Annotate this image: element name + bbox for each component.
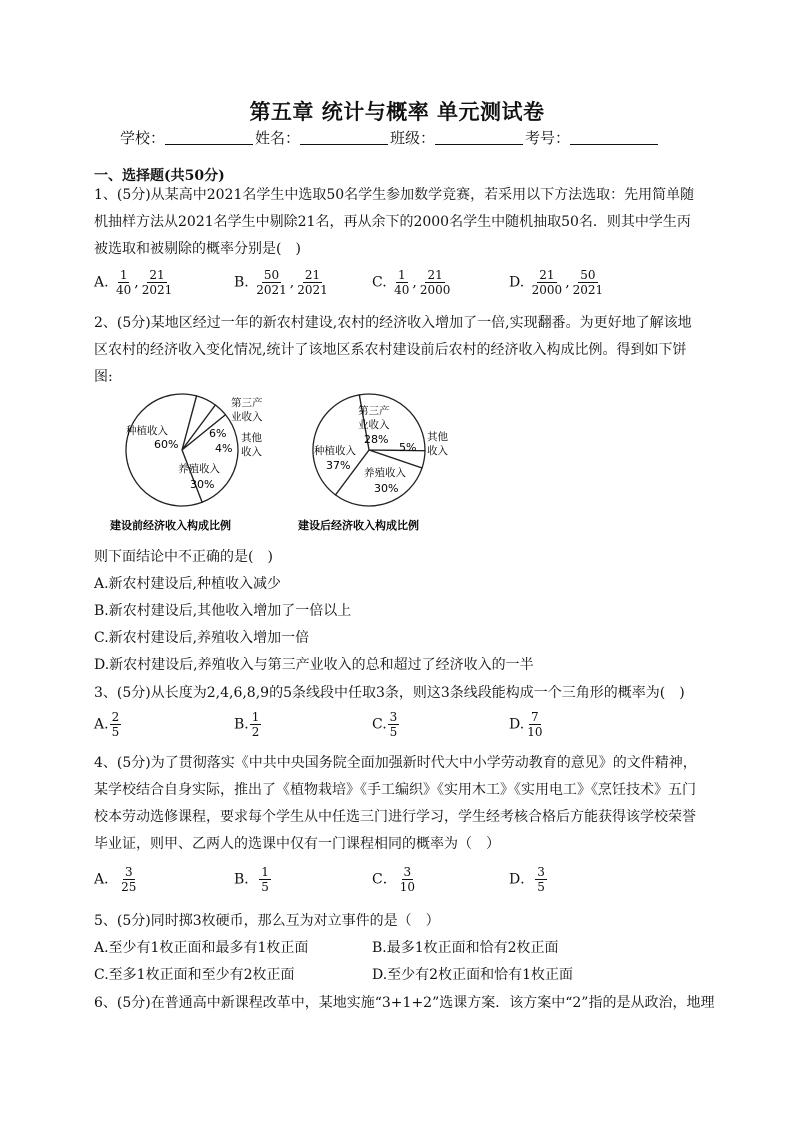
q2-option-c[interactable]: C.新农村建设后,养殖收入增加一倍 <box>94 630 310 646</box>
fraction: $\frac{1}{2}$ <box>251 710 260 739</box>
pie1-label-other-1: 其他 <box>241 432 262 444</box>
pie1-label-other-2: 收入 <box>241 446 262 458</box>
fraction: $\frac{3}{5}$ <box>389 710 398 739</box>
fraction: $\frac{3}{5}$ <box>537 865 545 894</box>
question-2-text: 2、(5分)某地区经过一年的新农村建设,农村的经济收入增加了一倍,实现翻番。为更好地了解该地区农村的经济收入变化情况,统计了该地区系农村建设前后农村的经济收入构成比例。得到如下饼图: <box>94 315 692 385</box>
pie-charts-figure <box>96 390 476 540</box>
fraction: $\frac{2}{5}$ <box>111 710 120 739</box>
question-4-options <box>94 865 700 901</box>
q4-option-d[interactable]: D． $\frac{3}{5}$ <box>509 865 545 894</box>
pie2-title: 建设后经济收入构成比例 <box>298 519 419 532</box>
q3-option-d[interactable]: D. $\frac{7}{10}$ <box>509 710 543 739</box>
pie2-value-other: 5% <box>399 441 417 454</box>
exam-no-label: 考号： <box>525 129 571 147</box>
pie2-label-crop: 种植收入 <box>314 445 356 457</box>
name-label: 姓名： <box>255 129 301 147</box>
pie1-label-crop: 种植收入 <box>126 425 168 437</box>
question-2-prompt: 则下面结论中不正确的是( ) <box>94 549 273 565</box>
q1-option-b[interactable]: B. $\frac{50}{2021}$ , $\frac{21}{2021}$ <box>234 268 328 297</box>
q3-option-c[interactable]: C. $\frac{3}{5}$ <box>372 710 398 739</box>
school-label: 学校： <box>120 129 166 147</box>
school-blank[interactable] <box>165 130 253 145</box>
pie2-value-livestock: 30% <box>374 482 399 495</box>
fraction: $\frac{1}{40}$ <box>394 268 410 297</box>
q1-option-d[interactable]: D. $\frac{21}{2000}$ , $\frac{50}{2021}$ <box>509 268 604 297</box>
pie1-value-tertiary: 6% <box>209 427 227 440</box>
q4-option-b[interactable]: B． $\frac{1}{5}$ <box>234 865 269 894</box>
q5-option-c[interactable]: C.至多1枚正面和至少有2枚正面 <box>94 967 295 983</box>
q3-option-a[interactable]: A. $\frac{2}{5}$ <box>94 710 120 739</box>
pie1-value-other: 4% <box>215 442 233 455</box>
question-3-text: 3、(5分)从长度为2,4,6,8,9的5条线段中任取3条，则这3条线段能构成一个三角形的概率为( ) <box>94 685 685 701</box>
question-6-text: 6、(5分)在普通高中新课程改革中，某地实施“3+1+2”选课方案．该方案中“2”指的是从政治，地理 <box>94 995 715 1011</box>
q2-option-a[interactable]: A.新农村建设后,种植收入减少 <box>94 576 282 592</box>
pie1-label-tertiary-2: 业收入 <box>231 411 263 423</box>
fraction: $\frac{21}{2021}$ <box>297 268 328 297</box>
page-title: 第五章 统计与概率 单元测试卷 <box>249 99 545 124</box>
q5-option-d[interactable]: D.至少有2枚正面和恰有1枚正面 <box>372 967 573 983</box>
fraction: $\frac{7}{10}$ <box>527 710 543 739</box>
pie1-value-crop: 60% <box>154 438 179 451</box>
fraction: $\frac{50}{2021}$ <box>256 268 287 297</box>
exam-no-blank[interactable] <box>570 130 658 145</box>
fraction: $\frac{21}{2000}$ <box>531 268 563 297</box>
q2-option-d[interactable]: D.新农村建设后,养殖收入与第三产业收入的总和超过了经济收入的一半 <box>94 657 534 673</box>
class-blank[interactable] <box>435 130 523 145</box>
pie2-value-tertiary: 28% <box>364 433 389 446</box>
question-3-options <box>94 710 700 746</box>
question-4-text: 4、(5分)为了贯彻落实《中共中央国务院全面加强新时代大中小学劳动教育的意见》的文件精神，某学校结合自身实际，推出了《植物栽培》《手工编织》《实用木工》《实用电工》《烹饪技术》五门校本劳动选修课程，要求每个学生从中任选三门进行学习，学生经考核合格后方能获得该学校荣誉毕业证，则甲、乙两人的选课中仅有一门课程相同的概率为（ ） <box>94 755 697 852</box>
fraction: $\frac{1}{5}$ <box>261 865 269 894</box>
pie1-label-livestock: 养殖收入 <box>178 463 220 475</box>
q2-option-b[interactable]: B.新农村建设后,其他收入增加了一倍以上 <box>94 603 352 619</box>
question-1-options <box>94 268 700 304</box>
pie1-value-livestock: 30% <box>190 478 215 491</box>
section-heading: 一、选择题(共50分) <box>94 168 225 184</box>
fraction: $\frac{3}{25}$ <box>121 865 137 894</box>
question-1-text: 1、(5分)从某高中2021名学生中选取50名学生参加数学竞赛，若采用以下方法选取：先用简单随机抽样方法从2021名学生中剔除21名，再从余下的2000名学生中随机抽取50名．则其中学生丙被选取和被剔除的概率分别是( ) <box>94 187 695 257</box>
pie2-label-tertiary-2: 业收入 <box>358 419 390 431</box>
q1-option-a[interactable]: A. $\frac{1}{40}$ , $\frac{21}{2021}$ <box>94 268 173 297</box>
pie2-label-livestock: 养殖收入 <box>364 467 406 479</box>
pie2-label-tertiary-1: 第三产 <box>358 405 390 417</box>
q5-option-a[interactable]: A.至少有1枚正面和最多有1枚正面 <box>94 940 309 956</box>
class-label: 班级： <box>390 129 436 147</box>
pie2-label-other-2: 收入 <box>427 445 448 457</box>
pie1-title: 建设前经济收入构成比例 <box>110 519 231 532</box>
fraction: $\frac{21}{2000}$ <box>419 268 451 297</box>
q5-option-b[interactable]: B.最多1枚正面和恰有2枚正面 <box>372 940 559 956</box>
pie2-value-crop: 37% <box>326 459 351 472</box>
fraction: $\frac{3}{10}$ <box>399 865 415 894</box>
pie2-label-other-1: 其他 <box>427 431 448 443</box>
student-info-line <box>120 127 680 148</box>
fraction: $\frac{50}{2021}$ <box>572 268 604 297</box>
q3-option-b[interactable]: B. $\frac{1}{2}$ <box>234 710 260 739</box>
question-5-text: 5、(5分)同时掷3枚硬币，那么互为对立事件的是（ ） <box>94 913 440 929</box>
name-blank[interactable] <box>300 130 388 145</box>
q4-option-c[interactable]: C． $\frac{3}{10}$ <box>372 865 415 894</box>
q4-option-a[interactable]: A． $\frac{3}{25}$ <box>94 865 137 894</box>
fraction: $\frac{1}{40}$ <box>116 268 132 297</box>
q1-option-c[interactable]: C. $\frac{1}{40}$ , $\frac{21}{2000}$ <box>372 268 451 297</box>
pie1-label-tertiary-1: 第三产 <box>231 397 263 409</box>
fraction: $\frac{21}{2021}$ <box>141 268 173 297</box>
